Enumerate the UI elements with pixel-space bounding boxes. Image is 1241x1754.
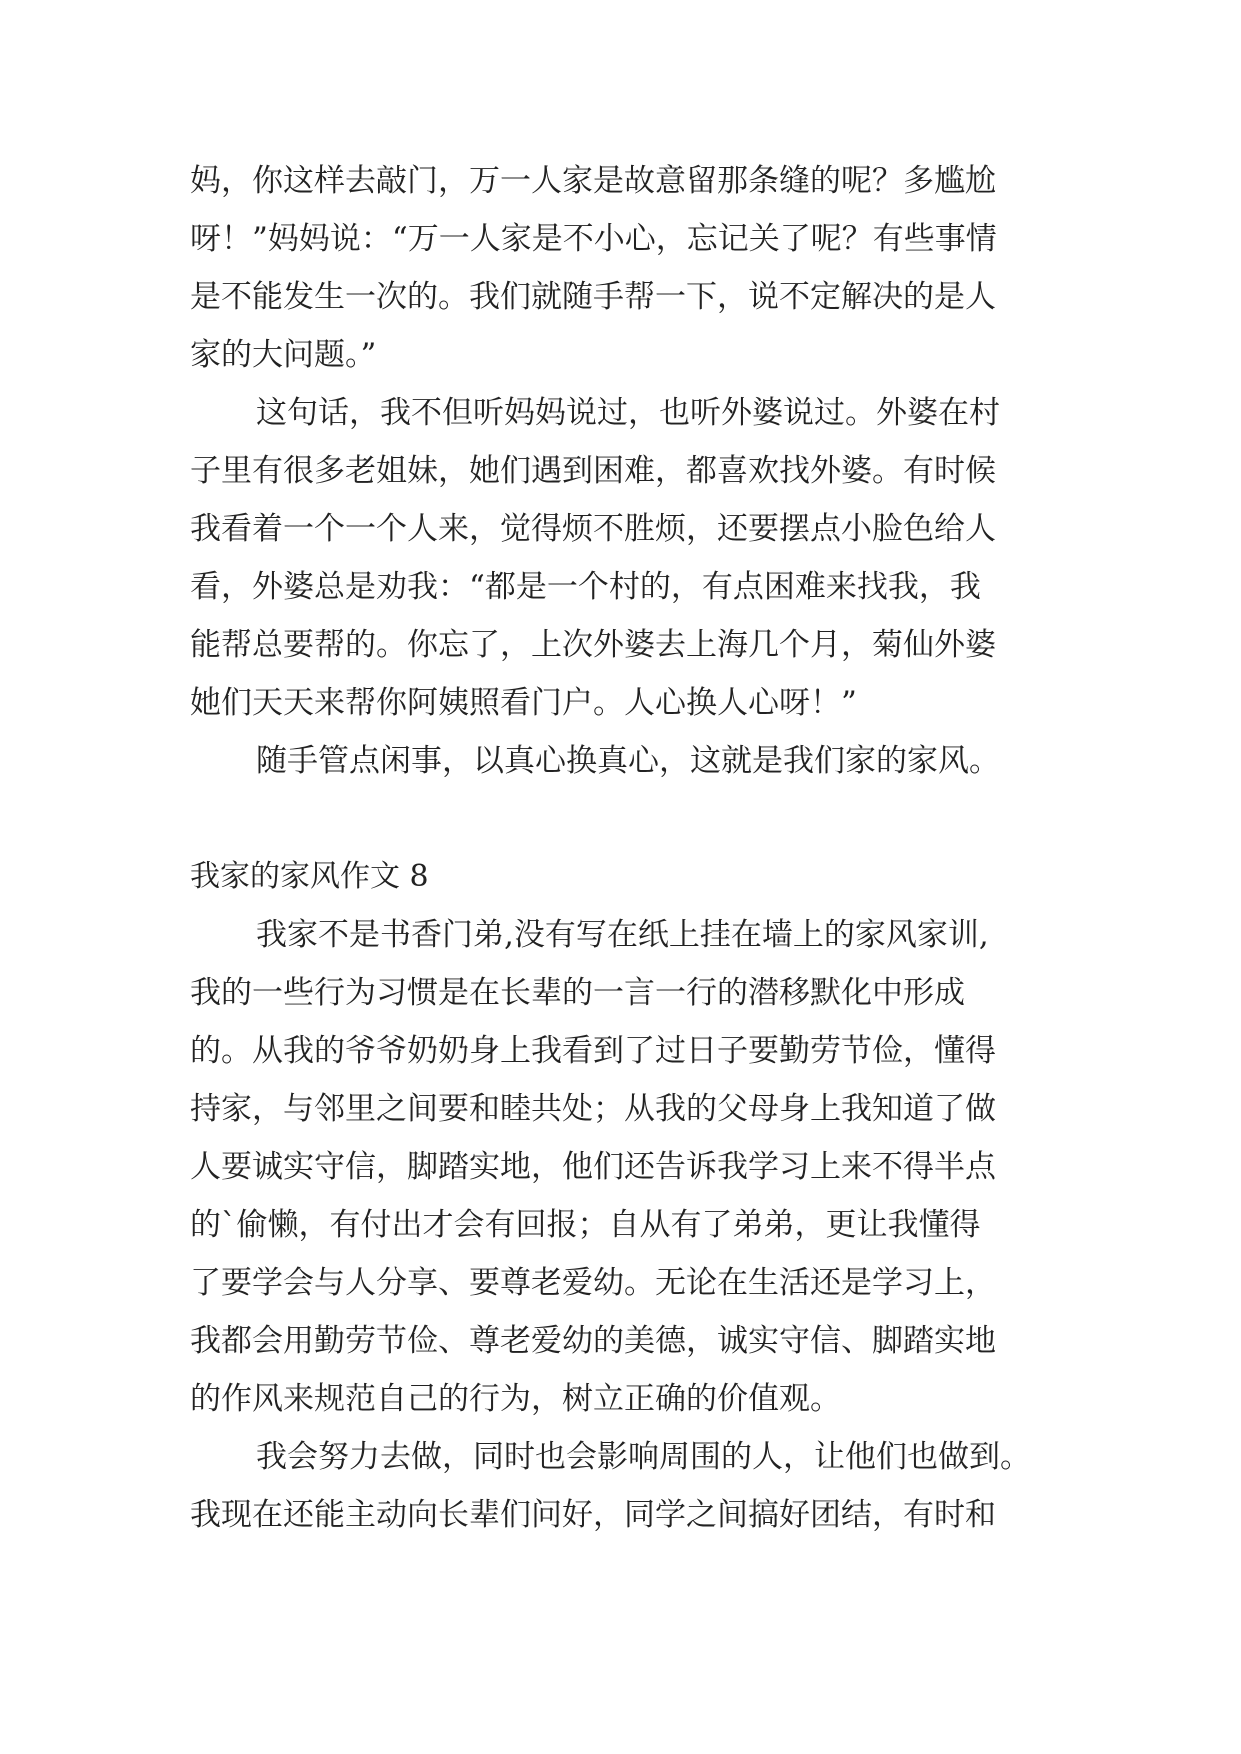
text-line: 了要学会与人分享、要尊老爱幼。无论在生活还是学习上， bbox=[190, 1265, 996, 1301]
paragraph-grandma bbox=[190, 384, 1050, 732]
text-line: 我的一些行为习惯是在长辈的一言一行的潜移默化中形成 bbox=[190, 975, 965, 1011]
paragraph-conclusion bbox=[190, 732, 1050, 790]
text-line: 持家，与邻里之间要和睦共处；从我的父母身上我知道了做 bbox=[190, 1091, 996, 1127]
text-line: 呀！”妈妈说：“万一人家是不小心，忘记关了呢？有些事情 bbox=[190, 221, 997, 257]
section-heading: 我家的家风作文 8 bbox=[190, 859, 429, 894]
text-line: 子里有很多老姐妹，她们遇到困难，都喜欢找外婆。有时候 bbox=[190, 453, 996, 489]
document-body bbox=[190, 152, 1050, 1544]
text-line: 我看着一个一个人来，觉得烦不胜烦，还要摆点小脸色给人 bbox=[190, 511, 996, 547]
text-line: 我都会用勤劳节俭、尊老爱幼的美德，诚实守信、脚踏实地 bbox=[190, 1323, 996, 1359]
text-line: 我会努力去做，同时也会影响周围的人，让他们也做到。 bbox=[256, 1439, 1031, 1475]
text-line: 人要诚实守信，脚踏实地，他们还告诉我学习上来不得半点 bbox=[190, 1149, 996, 1185]
spacer bbox=[190, 790, 1050, 848]
text-line: 她们天天来帮你阿姨照看门户。人心换人心呀！” bbox=[190, 685, 857, 721]
text-line: 是不能发生一次的。我们就随手帮一下，说不定解决的是人 bbox=[190, 279, 996, 315]
text-line: 随手管点闲事，以真心换真心，这就是我们家的家风。 bbox=[256, 743, 1000, 779]
paragraph-continuation bbox=[190, 152, 1050, 384]
text-line: 的作风来规范自己的行为，树立正确的价值观。 bbox=[190, 1381, 841, 1417]
paragraph-effort bbox=[190, 1428, 1050, 1544]
text-line: 我家不是书香门弟,没有写在纸上挂在墙上的家风家训, bbox=[256, 917, 989, 953]
text-line: 看，外婆总是劝我：“都是一个村的，有点困难来找我，我 bbox=[190, 569, 981, 605]
text-line: 这句话，我不但听妈妈说过，也听外婆说过。外婆在村 bbox=[256, 395, 1000, 431]
paragraph-family-style bbox=[190, 906, 1050, 1428]
text-line: 妈，你这样去敲门，万一人家是故意留那条缝的呢？多尴尬 bbox=[190, 163, 996, 199]
text-line: 能帮总要帮的。你忘了，上次外婆去上海几个月，菊仙外婆 bbox=[190, 627, 996, 663]
text-line: 家的大问题。” bbox=[190, 337, 377, 373]
text-line: 我现在还能主动向长辈们问好，同学之间搞好团结，有时和 bbox=[190, 1497, 996, 1533]
text-line: 的。从我的爷爷奶奶身上我看到了过日子要勤劳节俭，懂得 bbox=[190, 1033, 996, 1069]
text-line: 的`偷懒，有付出才会有回报；自从有了弟弟，更让我懂得 bbox=[190, 1207, 981, 1243]
